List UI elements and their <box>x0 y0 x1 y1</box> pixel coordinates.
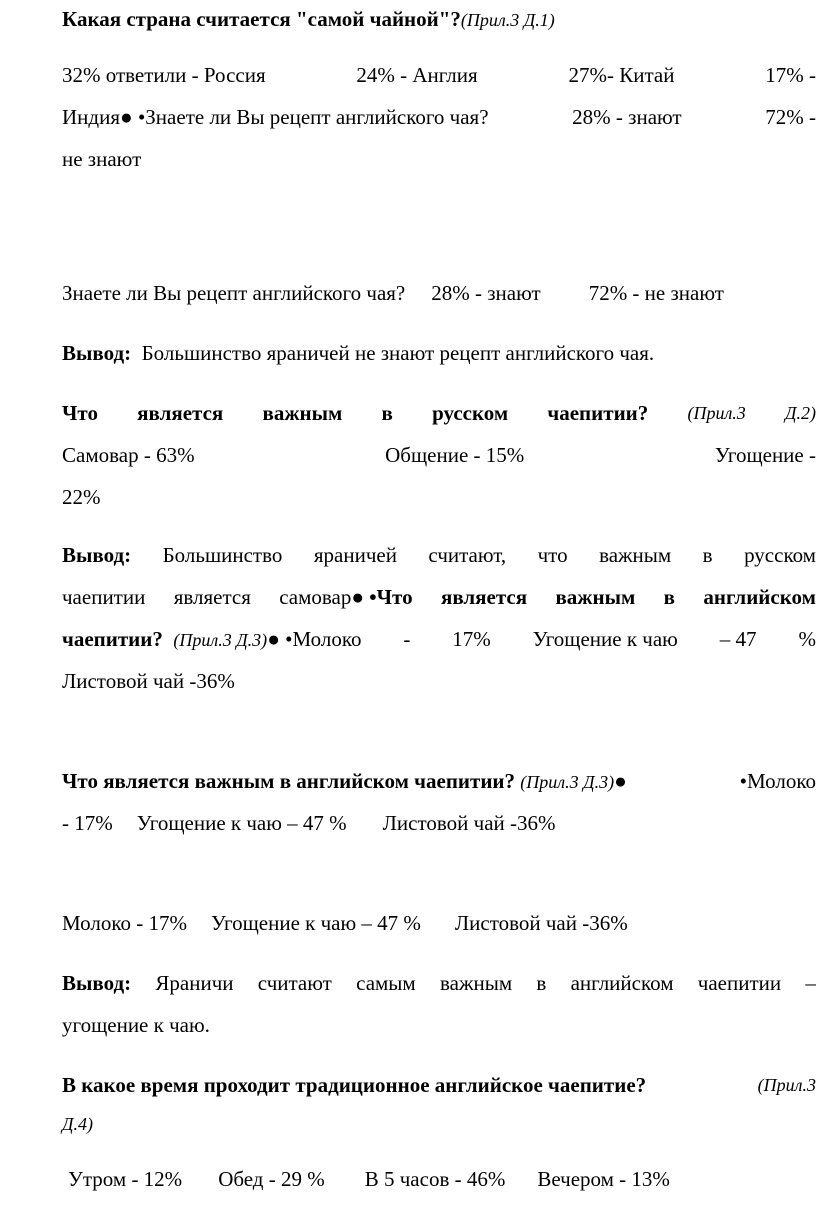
word: – <box>805 971 816 995</box>
word: самовар <box>279 585 352 609</box>
question-tea-country <box>62 4 816 34</box>
appendix-ref: (Прил.3 <box>687 403 746 423</box>
word: в <box>536 971 547 995</box>
word: •Молоко <box>285 627 362 651</box>
answer-milk-pct: - 17% <box>62 811 113 835</box>
english-tea-answers-repeat <box>62 908 816 938</box>
word: русском <box>432 401 509 425</box>
appendix-ref: (Прил.3 Д.1) <box>460 10 555 30</box>
word: в <box>381 401 393 425</box>
conclusion-samovar-line-2 <box>62 582 816 612</box>
word: •Что <box>369 585 413 609</box>
word: чаепитии? <box>547 401 649 425</box>
bullet-icon: ● <box>351 585 365 609</box>
answer-morning: Утром - 12% <box>68 1167 183 1191</box>
recipe-know: 28% - знают <box>431 281 541 305</box>
answer-england: 24% - Англия <box>356 63 478 87</box>
recipe-line <box>62 278 816 308</box>
question-tea-time-cont <box>62 1108 816 1138</box>
word: самым <box>356 971 416 995</box>
answer-russia: 32% ответили - Россия <box>62 63 266 87</box>
word: что <box>537 543 568 567</box>
russian-tea-answers <box>62 440 816 470</box>
conclusion-text: Большинство яраничей не знают рецепт английского чая. <box>141 341 655 365</box>
word: является <box>440 585 528 609</box>
answer-dont-know-pct: 72% - <box>765 105 816 129</box>
word: английском <box>703 585 816 609</box>
answer-treat: Угощение - <box>714 443 816 467</box>
word: Большинство <box>162 543 283 567</box>
question-recipe-inline: •Знаете ли Вы рецепт английского чая? <box>137 105 489 129</box>
answers-line-3 <box>62 144 816 174</box>
word: яраничей <box>313 543 397 567</box>
question-russian-tea <box>62 398 816 428</box>
appendix-ref: (Прил.3 Д.3) <box>173 630 268 650</box>
answer-leaf-tea: Листовой чай -36% <box>62 669 235 693</box>
answers-line-1 <box>62 60 816 90</box>
english-tea-inline-cont <box>62 666 816 696</box>
answer-leaf: Листовой чай -36% <box>382 811 556 835</box>
word: русском <box>744 543 816 567</box>
word: важным <box>599 543 672 567</box>
conclusion-samovar-line-1 <box>62 540 816 570</box>
answer-treat-repeat: Угощение к чаю – 47 % <box>210 911 421 935</box>
recipe-question: Знаете ли Вы рецепт английского чая? <box>62 281 406 305</box>
word: чаепитии? <box>62 627 163 651</box>
conclusion-treat-line-2 <box>62 1010 816 1040</box>
word: считают <box>257 971 332 995</box>
word: является <box>137 401 224 425</box>
conclusion-label: Вывод: <box>62 971 132 995</box>
word: важным <box>262 401 343 425</box>
conclusion-treat-line-1 <box>62 968 816 998</box>
word: считают, <box>428 543 507 567</box>
word: 17% <box>452 627 491 651</box>
answer-india-pct: 17% - <box>765 63 816 87</box>
answer-milk-repeat: Молоко - 17% <box>62 911 187 935</box>
word: в <box>702 543 713 567</box>
word: важным <box>440 971 513 995</box>
word: % <box>798 627 816 651</box>
question-text: Какая страна считается "самой чайной"? <box>62 7 461 31</box>
word: Что <box>62 401 98 425</box>
bullet-icon: ● <box>267 627 280 651</box>
bullet-icon: ● <box>614 769 627 793</box>
word: в <box>663 585 676 609</box>
answer-leaf-repeat: Листовой чай -36% <box>454 911 628 935</box>
word: – 47 <box>719 627 757 651</box>
english-tea-inline-line <box>62 624 816 654</box>
bullet-icon: ● <box>120 105 133 129</box>
word: английском <box>570 971 674 995</box>
word: Угощение к чаю <box>532 627 678 651</box>
answer-evening: Вечером - 13% <box>537 1167 670 1191</box>
appendix-ref: Д.2) <box>785 403 816 423</box>
tea-time-answers <box>68 1164 816 1194</box>
word: Яраничи <box>155 971 234 995</box>
conclusion-text: угощение к чаю. <box>62 1013 210 1037</box>
answer-milk: •Молоко <box>739 769 816 793</box>
word: - <box>403 627 411 651</box>
word: чаепитии <box>62 585 146 609</box>
conclusion-label: Вывод: <box>62 543 132 567</box>
appendix-ref: Д.4) <box>62 1114 93 1134</box>
answers-line-2 <box>62 102 816 132</box>
appendix-ref: (Прил.3 <box>757 1075 816 1095</box>
answer-five: В 5 часов - 46% <box>364 1167 506 1191</box>
appendix-ref: (Прил.3 Д.3) <box>520 772 615 792</box>
conclusion-recipe <box>62 338 816 368</box>
question-english-tea <box>62 766 816 796</box>
word: важным <box>555 585 636 609</box>
answer-samovar: Самовар - 63% <box>62 443 195 467</box>
answer-talk: Общение - 15% <box>385 443 525 467</box>
answer-dont-know: не знают <box>62 147 142 171</box>
answer-know: 28% - знают <box>572 105 682 129</box>
question-text: Что является важным в английском чаепитии? <box>62 769 516 793</box>
answer-lunch: Обед - 29 % <box>218 1167 325 1191</box>
recipe-dont-know: 72% - не знают <box>588 281 724 305</box>
document-page <box>62 0 816 1226</box>
answer-china: 27%- Китай <box>568 63 675 87</box>
russian-tea-answers-cont <box>62 482 816 512</box>
answer-india: Индия <box>62 105 120 129</box>
answer-treat: Угощение к чаю – 47 % <box>136 811 347 835</box>
question-text: В какое время проходит традиционное английское чаепитие? <box>62 1073 647 1097</box>
word: чаепитии <box>697 971 782 995</box>
question-tea-time <box>62 1070 816 1100</box>
english-tea-answers <box>62 808 816 838</box>
conclusion-label: Вывод: <box>62 341 132 365</box>
answer-treat-pct: 22% <box>62 485 101 509</box>
word: является <box>173 585 251 609</box>
